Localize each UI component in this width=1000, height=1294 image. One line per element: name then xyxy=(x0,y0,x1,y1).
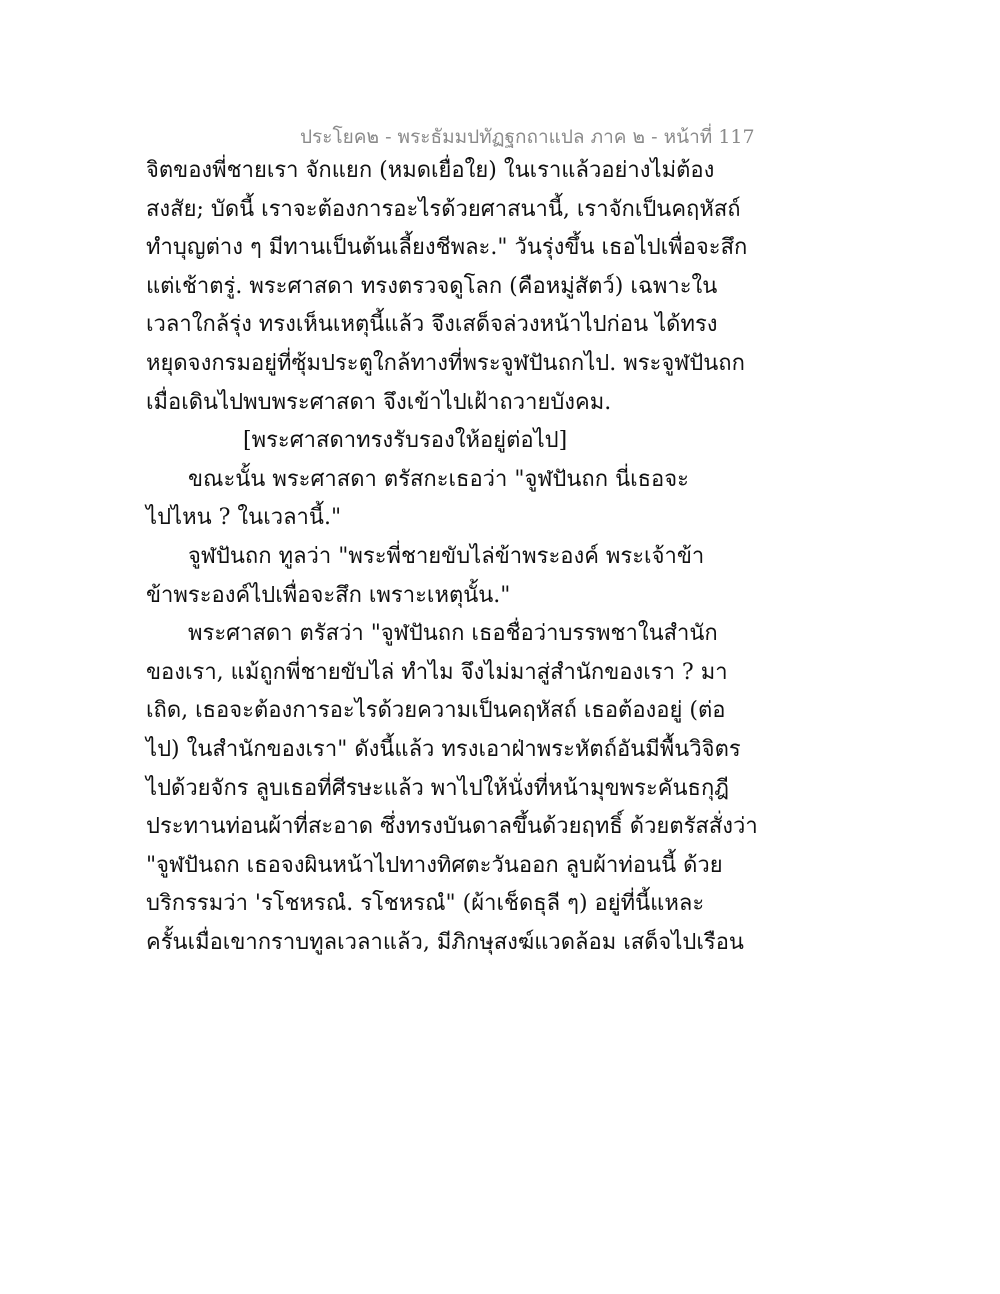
text-line: ไป) ในสำนักของเรา" ดังนี้แล้ว ทรงเอาฝ่าพระหัตถ์อันมีพื้นวิจิตร xyxy=(146,736,741,762)
running-header: ประโยค๒ - พระธัมมปทัฏฐกถาแปล ภาค ๒ - หน้าที่ 117 xyxy=(300,126,755,148)
text-line: เมื่อเดินไปพบพระศาสดา จึงเข้าไปเฝ้าถวายบังคม. xyxy=(146,389,612,415)
text-line: เถิด, เธอจะต้องการอะไรด้วยความเป็นคฤหัสถ์ เธอต้องอยู่ (ต่อ xyxy=(146,698,726,724)
text-line: ของเรา, แม้ถูกพี่ชายขับไล่ ทำไม จึงไม่มาสู่สำนักของเรา ? มา xyxy=(146,659,728,685)
text-line: จิตของพี่ชายเรา จักแยก (หมดเยื่อใย) ในเราแล้วอย่างไม่ต้อง xyxy=(146,158,715,183)
text-line: ประทานท่อนผ้าที่สะอาด ซึ่งทรงบันดาลขึ้นด้วยฤทธิ์ ด้วยตรัสสั่งว่า xyxy=(146,814,758,840)
body-text xyxy=(146,152,758,962)
text-line: ขณะนั้น พระศาสดา ตรัสกะเธอว่า "จูฬปันถก นี่เธอจะ xyxy=(188,466,689,492)
text-line: บริกรรมว่า 'รโชหรณํ. รโชหรณํ" (ผ้าเช็ดธุลี ๆ) อยู่ที่นี้แหละ xyxy=(146,891,705,917)
text-line: แต่เช้าตรู่. พระศาสดา ทรงตรวจดูโลก (คือหมู่สัตว์) เฉพาะใน xyxy=(146,273,718,299)
text-line: พระศาสดา ตรัสว่า "จูฬปันถก เธอชื่อว่าบรรพชาในสำนัก xyxy=(188,621,718,647)
text-line: เวลาใกล้รุ่ง ทรงเห็นเหตุนี้แล้ว จึงเสด็จล่วงหน้าไปก่อน ได้ทรง xyxy=(146,312,718,338)
text-line: จูฬปันถก ทูลว่า "พระพี่ชายขับไล่ข้าพระองค์ พระเจ้าข้า xyxy=(188,543,705,569)
text-line: ข้าพระองค์ไปเพื่อจะสึก เพราะเหตุนั้น." xyxy=(146,582,511,608)
section-heading: [พระศาสดาทรงรับรองให้อยู่ต่อไป] xyxy=(243,428,568,454)
text-line: ทำบุญต่าง ๆ มีทานเป็นต้นเลี้ยงชีพละ." วันรุ่งขึ้น เธอไปเพื่อจะสึก xyxy=(146,235,748,261)
text-line: ไปไหน ? ในเวลานี้." xyxy=(146,505,342,531)
text-line: หยุดจงกรมอยู่ที่ซุ้มประตูใกล้ทางที่พระจูฬปันถกไป. พระจูฬปันถก xyxy=(146,350,745,376)
text-line: สงสัย; บัดนี้ เราจะต้องการอะไรด้วยศาสนานี้, เราจักเป็นคฤหัสถ์ xyxy=(146,196,741,222)
text-line: "จูฬปันถก เธอจงผินหน้าไปทางทิศตะวันออก ลูบผ้าท่อนนี้ ด้วย xyxy=(146,852,723,878)
text-line: ครั้นเมื่อเขากราบทูลเวลาแล้ว, มีภิกษุสงฆ์แวดล้อม เสด็จไปเรือน xyxy=(146,929,744,955)
text-line: ไปด้วยจักร ลูบเธอที่ศีรษะแล้ว พาไปให้นั่งที่หน้ามุขพระคันธกุฎี xyxy=(146,775,730,801)
